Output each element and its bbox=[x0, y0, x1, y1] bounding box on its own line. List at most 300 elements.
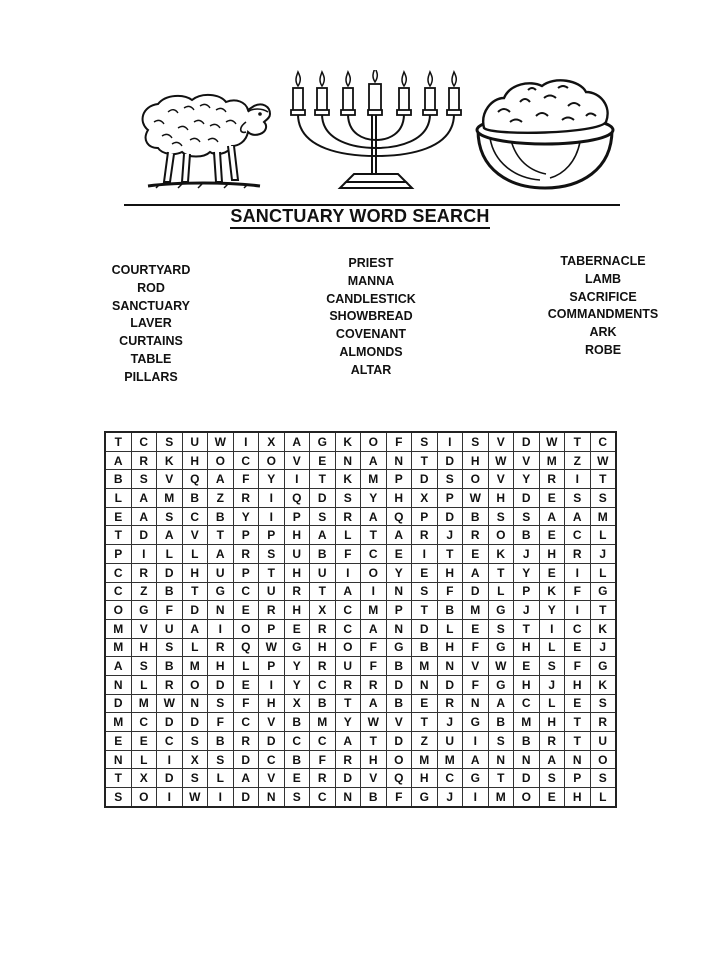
grid-cell[interactable]: C bbox=[310, 732, 336, 751]
grid-cell[interactable]: S bbox=[157, 638, 183, 657]
grid-cell[interactable]: D bbox=[157, 563, 183, 582]
grid-cell[interactable]: H bbox=[182, 563, 208, 582]
grid-cell[interactable]: W bbox=[208, 432, 234, 451]
grid-cell[interactable]: C bbox=[310, 788, 336, 807]
grid-cell[interactable]: R bbox=[463, 526, 489, 545]
grid-cell[interactable]: S bbox=[590, 694, 616, 713]
grid-cell[interactable]: F bbox=[310, 750, 336, 769]
grid-cell[interactable]: E bbox=[412, 563, 438, 582]
grid-cell[interactable]: B bbox=[412, 638, 438, 657]
grid-cell[interactable]: S bbox=[590, 489, 616, 508]
grid-cell[interactable]: S bbox=[131, 657, 157, 676]
grid-cell[interactable]: R bbox=[131, 451, 157, 470]
grid-cell[interactable]: C bbox=[105, 563, 131, 582]
grid-cell[interactable]: H bbox=[488, 489, 514, 508]
grid-cell[interactable]: H bbox=[539, 545, 565, 564]
grid-cell[interactable]: L bbox=[131, 675, 157, 694]
grid-cell[interactable]: H bbox=[284, 601, 310, 620]
grid-cell[interactable]: H bbox=[284, 526, 310, 545]
grid-cell[interactable]: Q bbox=[386, 507, 412, 526]
grid-cell[interactable]: M bbox=[488, 788, 514, 807]
grid-cell[interactable]: N bbox=[182, 694, 208, 713]
grid-cell[interactable]: R bbox=[233, 489, 259, 508]
grid-cell[interactable]: T bbox=[565, 732, 591, 751]
grid-cell[interactable]: A bbox=[131, 489, 157, 508]
grid-cell[interactable]: I bbox=[259, 507, 285, 526]
grid-cell[interactable]: F bbox=[361, 638, 387, 657]
grid-cell[interactable]: C bbox=[437, 769, 463, 788]
grid-cell[interactable]: V bbox=[463, 657, 489, 676]
grid-cell[interactable]: R bbox=[361, 675, 387, 694]
grid-cell[interactable]: D bbox=[335, 769, 361, 788]
grid-cell[interactable]: A bbox=[105, 451, 131, 470]
grid-cell[interactable]: M bbox=[463, 601, 489, 620]
grid-cell[interactable]: R bbox=[157, 675, 183, 694]
grid-cell[interactable]: G bbox=[488, 675, 514, 694]
grid-cell[interactable]: F bbox=[386, 432, 412, 451]
grid-cell[interactable]: L bbox=[233, 657, 259, 676]
grid-cell[interactable]: W bbox=[259, 638, 285, 657]
grid-cell[interactable]: K bbox=[590, 675, 616, 694]
grid-cell[interactable]: C bbox=[233, 582, 259, 601]
grid-cell[interactable]: E bbox=[539, 526, 565, 545]
grid-cell[interactable]: V bbox=[131, 619, 157, 638]
grid-cell[interactable]: O bbox=[488, 526, 514, 545]
grid-cell[interactable]: S bbox=[208, 750, 234, 769]
grid-cell[interactable]: H bbox=[437, 563, 463, 582]
grid-cell[interactable]: G bbox=[208, 582, 234, 601]
grid-cell[interactable]: P bbox=[514, 582, 540, 601]
grid-cell[interactable]: P bbox=[259, 619, 285, 638]
grid-cell[interactable]: T bbox=[412, 601, 438, 620]
grid-cell[interactable]: H bbox=[310, 638, 336, 657]
grid-cell[interactable]: G bbox=[463, 769, 489, 788]
grid-cell[interactable]: W bbox=[488, 657, 514, 676]
grid-cell[interactable]: C bbox=[565, 619, 591, 638]
grid-cell[interactable]: I bbox=[539, 619, 565, 638]
grid-cell[interactable]: J bbox=[437, 788, 463, 807]
grid-cell[interactable]: J bbox=[539, 675, 565, 694]
grid-cell[interactable]: A bbox=[539, 750, 565, 769]
grid-cell[interactable]: A bbox=[361, 507, 387, 526]
grid-cell[interactable]: I bbox=[565, 470, 591, 489]
grid-cell[interactable]: G bbox=[590, 582, 616, 601]
grid-cell[interactable]: O bbox=[259, 451, 285, 470]
grid-cell[interactable]: B bbox=[514, 526, 540, 545]
grid-cell[interactable]: F bbox=[463, 675, 489, 694]
grid-cell[interactable]: I bbox=[208, 619, 234, 638]
grid-cell[interactable]: S bbox=[488, 732, 514, 751]
grid-cell[interactable]: D bbox=[105, 694, 131, 713]
grid-cell[interactable]: C bbox=[105, 582, 131, 601]
grid-cell[interactable]: S bbox=[105, 788, 131, 807]
grid-cell[interactable]: M bbox=[105, 619, 131, 638]
grid-cell[interactable]: N bbox=[386, 451, 412, 470]
grid-cell[interactable]: I bbox=[157, 750, 183, 769]
grid-cell[interactable]: S bbox=[565, 489, 591, 508]
grid-cell[interactable]: M bbox=[514, 713, 540, 732]
grid-cell[interactable]: Y bbox=[514, 470, 540, 489]
grid-cell[interactable]: V bbox=[284, 451, 310, 470]
grid-cell[interactable]: N bbox=[105, 675, 131, 694]
grid-cell[interactable]: S bbox=[310, 507, 336, 526]
grid-cell[interactable]: I bbox=[233, 432, 259, 451]
grid-cell[interactable]: H bbox=[259, 694, 285, 713]
grid-cell[interactable]: C bbox=[157, 732, 183, 751]
grid-cell[interactable]: B bbox=[284, 750, 310, 769]
grid-cell[interactable]: L bbox=[539, 638, 565, 657]
grid-cell[interactable]: C bbox=[335, 601, 361, 620]
grid-cell[interactable]: T bbox=[488, 563, 514, 582]
grid-cell[interactable]: B bbox=[361, 788, 387, 807]
grid-cell[interactable]: K bbox=[590, 619, 616, 638]
grid-cell[interactable]: K bbox=[335, 470, 361, 489]
grid-cell[interactable]: E bbox=[233, 601, 259, 620]
grid-cell[interactable]: M bbox=[157, 489, 183, 508]
grid-cell[interactable]: R bbox=[437, 694, 463, 713]
grid-cell[interactable]: R bbox=[335, 507, 361, 526]
grid-cell[interactable]: U bbox=[590, 732, 616, 751]
grid-cell[interactable]: I bbox=[335, 563, 361, 582]
grid-cell[interactable]: M bbox=[361, 601, 387, 620]
grid-cell[interactable]: E bbox=[539, 563, 565, 582]
grid-cell[interactable]: T bbox=[412, 451, 438, 470]
grid-cell[interactable]: A bbox=[361, 694, 387, 713]
grid-cell[interactable]: S bbox=[182, 769, 208, 788]
grid-cell[interactable]: B bbox=[514, 732, 540, 751]
grid-cell[interactable]: Y bbox=[233, 507, 259, 526]
grid-cell[interactable]: V bbox=[514, 451, 540, 470]
grid-cell[interactable]: W bbox=[463, 489, 489, 508]
grid-cell[interactable]: H bbox=[182, 451, 208, 470]
grid-cell[interactable]: D bbox=[437, 507, 463, 526]
grid-cell[interactable]: B bbox=[463, 507, 489, 526]
grid-cell[interactable]: R bbox=[310, 657, 336, 676]
grid-cell[interactable]: R bbox=[590, 713, 616, 732]
grid-cell[interactable]: N bbox=[386, 619, 412, 638]
grid-cell[interactable]: E bbox=[565, 638, 591, 657]
grid-cell[interactable]: S bbox=[539, 769, 565, 788]
grid-cell[interactable]: L bbox=[208, 769, 234, 788]
grid-cell[interactable]: I bbox=[463, 788, 489, 807]
grid-cell[interactable]: R bbox=[131, 563, 157, 582]
grid-cell[interactable]: D bbox=[514, 432, 540, 451]
grid-cell[interactable]: Y bbox=[539, 601, 565, 620]
grid-cell[interactable]: S bbox=[463, 432, 489, 451]
grid-cell[interactable]: I bbox=[565, 563, 591, 582]
grid-cell[interactable]: H bbox=[463, 451, 489, 470]
grid-cell[interactable]: A bbox=[488, 694, 514, 713]
grid-cell[interactable]: T bbox=[412, 713, 438, 732]
grid-cell[interactable]: Z bbox=[565, 451, 591, 470]
grid-cell[interactable]: G bbox=[284, 638, 310, 657]
grid-cell[interactable]: V bbox=[259, 713, 285, 732]
grid-cell[interactable]: A bbox=[463, 563, 489, 582]
grid-cell[interactable]: M bbox=[412, 657, 438, 676]
grid-cell[interactable]: A bbox=[463, 750, 489, 769]
grid-cell[interactable]: X bbox=[412, 489, 438, 508]
grid-cell[interactable]: N bbox=[105, 750, 131, 769]
grid-cell[interactable]: F bbox=[157, 601, 183, 620]
grid-cell[interactable]: E bbox=[463, 545, 489, 564]
grid-cell[interactable]: U bbox=[310, 563, 336, 582]
grid-cell[interactable]: H bbox=[208, 657, 234, 676]
grid-cell[interactable]: I bbox=[565, 601, 591, 620]
grid-cell[interactable]: O bbox=[131, 788, 157, 807]
grid-cell[interactable]: S bbox=[412, 582, 438, 601]
grid-cell[interactable]: U bbox=[335, 657, 361, 676]
grid-cell[interactable]: P bbox=[565, 769, 591, 788]
grid-cell[interactable]: T bbox=[335, 694, 361, 713]
grid-cell[interactable]: T bbox=[590, 470, 616, 489]
grid-cell[interactable]: G bbox=[386, 638, 412, 657]
grid-cell[interactable]: F bbox=[233, 470, 259, 489]
grid-cell[interactable]: W bbox=[590, 451, 616, 470]
grid-cell[interactable]: F bbox=[208, 713, 234, 732]
grid-cell[interactable]: R bbox=[233, 732, 259, 751]
grid-cell[interactable]: R bbox=[310, 619, 336, 638]
grid-cell[interactable]: S bbox=[488, 619, 514, 638]
grid-cell[interactable]: D bbox=[208, 675, 234, 694]
grid-cell[interactable]: J bbox=[514, 545, 540, 564]
grid-cell[interactable]: D bbox=[233, 788, 259, 807]
grid-cell[interactable]: H bbox=[514, 638, 540, 657]
grid-cell[interactable]: C bbox=[233, 713, 259, 732]
grid-cell[interactable]: S bbox=[284, 788, 310, 807]
grid-cell[interactable]: G bbox=[131, 601, 157, 620]
grid-cell[interactable]: O bbox=[208, 451, 234, 470]
grid-cell[interactable]: D bbox=[412, 470, 438, 489]
grid-cell[interactable]: M bbox=[310, 713, 336, 732]
grid-cell[interactable]: E bbox=[514, 657, 540, 676]
grid-cell[interactable]: X bbox=[131, 769, 157, 788]
grid-cell[interactable]: C bbox=[284, 732, 310, 751]
grid-cell[interactable]: A bbox=[105, 657, 131, 676]
grid-cell[interactable]: L bbox=[590, 526, 616, 545]
grid-cell[interactable]: T bbox=[514, 619, 540, 638]
grid-cell[interactable]: D bbox=[514, 489, 540, 508]
grid-cell[interactable]: M bbox=[105, 713, 131, 732]
grid-cell[interactable]: I bbox=[463, 732, 489, 751]
grid-cell[interactable]: Y bbox=[361, 489, 387, 508]
grid-cell[interactable]: S bbox=[259, 545, 285, 564]
grid-cell[interactable]: C bbox=[514, 694, 540, 713]
grid-cell[interactable]: T bbox=[208, 526, 234, 545]
grid-cell[interactable]: T bbox=[361, 526, 387, 545]
grid-cell[interactable]: D bbox=[386, 732, 412, 751]
grid-cell[interactable]: H bbox=[565, 675, 591, 694]
grid-cell[interactable]: E bbox=[565, 694, 591, 713]
grid-cell[interactable]: L bbox=[590, 788, 616, 807]
grid-cell[interactable]: T bbox=[310, 470, 336, 489]
grid-cell[interactable]: D bbox=[463, 582, 489, 601]
grid-cell[interactable]: F bbox=[335, 545, 361, 564]
grid-cell[interactable]: S bbox=[208, 694, 234, 713]
grid-cell[interactable]: B bbox=[386, 657, 412, 676]
grid-cell[interactable]: X bbox=[284, 694, 310, 713]
grid-cell[interactable]: B bbox=[310, 694, 336, 713]
grid-cell[interactable]: I bbox=[131, 545, 157, 564]
grid-cell[interactable]: I bbox=[157, 788, 183, 807]
grid-cell[interactable]: G bbox=[412, 788, 438, 807]
grid-cell[interactable]: H bbox=[386, 489, 412, 508]
grid-cell[interactable]: O bbox=[105, 601, 131, 620]
grid-cell[interactable]: W bbox=[182, 788, 208, 807]
grid-cell[interactable]: G bbox=[488, 601, 514, 620]
grid-cell[interactable]: U bbox=[437, 732, 463, 751]
grid-cell[interactable]: T bbox=[105, 432, 131, 451]
grid-cell[interactable]: E bbox=[131, 732, 157, 751]
grid-cell[interactable]: A bbox=[131, 507, 157, 526]
grid-cell[interactable]: P bbox=[233, 563, 259, 582]
grid-cell[interactable]: B bbox=[488, 713, 514, 732]
grid-cell[interactable]: E bbox=[310, 451, 336, 470]
grid-cell[interactable]: P bbox=[386, 601, 412, 620]
grid-cell[interactable]: Q bbox=[233, 638, 259, 657]
grid-cell[interactable]: K bbox=[539, 582, 565, 601]
grid-cell[interactable]: S bbox=[157, 432, 183, 451]
grid-cell[interactable]: F bbox=[565, 582, 591, 601]
grid-cell[interactable]: C bbox=[335, 619, 361, 638]
grid-cell[interactable]: W bbox=[539, 432, 565, 451]
grid-cell[interactable]: L bbox=[131, 750, 157, 769]
grid-cell[interactable]: R bbox=[284, 582, 310, 601]
grid-cell[interactable]: H bbox=[437, 638, 463, 657]
grid-cell[interactable]: S bbox=[182, 732, 208, 751]
grid-cell[interactable]: G bbox=[310, 432, 336, 451]
grid-cell[interactable]: E bbox=[105, 507, 131, 526]
grid-cell[interactable]: A bbox=[539, 507, 565, 526]
grid-cell[interactable]: W bbox=[157, 694, 183, 713]
grid-cell[interactable]: A bbox=[208, 545, 234, 564]
grid-cell[interactable]: S bbox=[488, 507, 514, 526]
grid-cell[interactable]: D bbox=[182, 713, 208, 732]
grid-cell[interactable]: E bbox=[284, 619, 310, 638]
grid-cell[interactable]: E bbox=[284, 769, 310, 788]
grid-cell[interactable]: B bbox=[386, 694, 412, 713]
grid-cell[interactable]: A bbox=[386, 526, 412, 545]
grid-cell[interactable]: R bbox=[565, 545, 591, 564]
grid-cell[interactable]: J bbox=[437, 713, 463, 732]
grid-cell[interactable]: G bbox=[463, 713, 489, 732]
grid-cell[interactable]: A bbox=[284, 432, 310, 451]
grid-cell[interactable]: P bbox=[259, 657, 285, 676]
grid-cell[interactable]: R bbox=[335, 750, 361, 769]
grid-cell[interactable]: A bbox=[361, 451, 387, 470]
grid-cell[interactable]: A bbox=[182, 619, 208, 638]
grid-cell[interactable]: K bbox=[157, 451, 183, 470]
grid-cell[interactable]: P bbox=[284, 507, 310, 526]
grid-cell[interactable]: F bbox=[386, 788, 412, 807]
grid-cell[interactable]: V bbox=[386, 713, 412, 732]
grid-cell[interactable]: G bbox=[488, 638, 514, 657]
grid-cell[interactable]: T bbox=[565, 432, 591, 451]
grid-cell[interactable]: S bbox=[131, 470, 157, 489]
grid-cell[interactable]: D bbox=[233, 750, 259, 769]
grid-cell[interactable]: F bbox=[361, 657, 387, 676]
grid-cell[interactable]: V bbox=[361, 769, 387, 788]
grid-cell[interactable]: F bbox=[463, 638, 489, 657]
grid-cell[interactable]: D bbox=[259, 732, 285, 751]
grid-cell[interactable]: L bbox=[488, 582, 514, 601]
grid-cell[interactable]: R bbox=[412, 526, 438, 545]
grid-cell[interactable]: L bbox=[182, 545, 208, 564]
grid-cell[interactable]: I bbox=[259, 675, 285, 694]
grid-cell[interactable]: D bbox=[437, 675, 463, 694]
grid-cell[interactable]: E bbox=[463, 619, 489, 638]
grid-cell[interactable]: A bbox=[335, 582, 361, 601]
grid-cell[interactable]: Y bbox=[514, 563, 540, 582]
grid-cell[interactable]: F bbox=[233, 694, 259, 713]
grid-cell[interactable]: Z bbox=[412, 732, 438, 751]
grid-cell[interactable]: T bbox=[182, 582, 208, 601]
grid-cell[interactable]: A bbox=[310, 526, 336, 545]
grid-cell[interactable]: X bbox=[310, 601, 336, 620]
grid-cell[interactable]: R bbox=[539, 470, 565, 489]
grid-cell[interactable]: I bbox=[208, 788, 234, 807]
grid-cell[interactable]: C bbox=[182, 507, 208, 526]
grid-cell[interactable]: L bbox=[182, 638, 208, 657]
grid-cell[interactable]: U bbox=[157, 619, 183, 638]
grid-cell[interactable]: Y bbox=[386, 563, 412, 582]
grid-cell[interactable]: K bbox=[335, 432, 361, 451]
grid-cell[interactable]: B bbox=[157, 657, 183, 676]
grid-cell[interactable]: J bbox=[590, 545, 616, 564]
grid-cell[interactable]: O bbox=[590, 750, 616, 769]
grid-cell[interactable]: Q bbox=[386, 769, 412, 788]
grid-cell[interactable]: X bbox=[259, 432, 285, 451]
grid-cell[interactable]: T bbox=[590, 601, 616, 620]
grid-cell[interactable]: T bbox=[259, 563, 285, 582]
grid-cell[interactable]: B bbox=[284, 713, 310, 732]
grid-cell[interactable]: B bbox=[437, 601, 463, 620]
grid-cell[interactable]: S bbox=[514, 507, 540, 526]
grid-cell[interactable]: R bbox=[310, 769, 336, 788]
grid-cell[interactable]: R bbox=[233, 545, 259, 564]
grid-cell[interactable]: C bbox=[590, 432, 616, 451]
grid-cell[interactable]: A bbox=[157, 526, 183, 545]
grid-cell[interactable]: V bbox=[488, 432, 514, 451]
grid-cell[interactable]: U bbox=[208, 563, 234, 582]
grid-cell[interactable]: Z bbox=[131, 582, 157, 601]
grid-cell[interactable]: U bbox=[284, 545, 310, 564]
grid-cell[interactable]: O bbox=[361, 563, 387, 582]
grid-cell[interactable]: D bbox=[386, 675, 412, 694]
grid-cell[interactable]: G bbox=[590, 657, 616, 676]
grid-cell[interactable]: D bbox=[310, 489, 336, 508]
grid-cell[interactable]: I bbox=[412, 545, 438, 564]
grid-cell[interactable]: D bbox=[131, 526, 157, 545]
grid-cell[interactable]: E bbox=[233, 675, 259, 694]
grid-cell[interactable]: M bbox=[131, 694, 157, 713]
grid-cell[interactable]: O bbox=[514, 788, 540, 807]
grid-cell[interactable]: N bbox=[412, 675, 438, 694]
grid-cell[interactable]: Q bbox=[284, 489, 310, 508]
grid-cell[interactable]: D bbox=[514, 769, 540, 788]
grid-cell[interactable]: U bbox=[259, 582, 285, 601]
grid-cell[interactable]: P bbox=[233, 526, 259, 545]
grid-cell[interactable]: H bbox=[361, 750, 387, 769]
grid-cell[interactable]: N bbox=[488, 750, 514, 769]
grid-cell[interactable]: S bbox=[539, 657, 565, 676]
grid-cell[interactable]: S bbox=[590, 769, 616, 788]
grid-cell[interactable]: M bbox=[105, 638, 131, 657]
grid-cell[interactable]: Z bbox=[208, 489, 234, 508]
grid-cell[interactable]: N bbox=[335, 451, 361, 470]
grid-cell[interactable]: Y bbox=[335, 713, 361, 732]
grid-cell[interactable]: O bbox=[335, 638, 361, 657]
grid-cell[interactable]: F bbox=[565, 657, 591, 676]
